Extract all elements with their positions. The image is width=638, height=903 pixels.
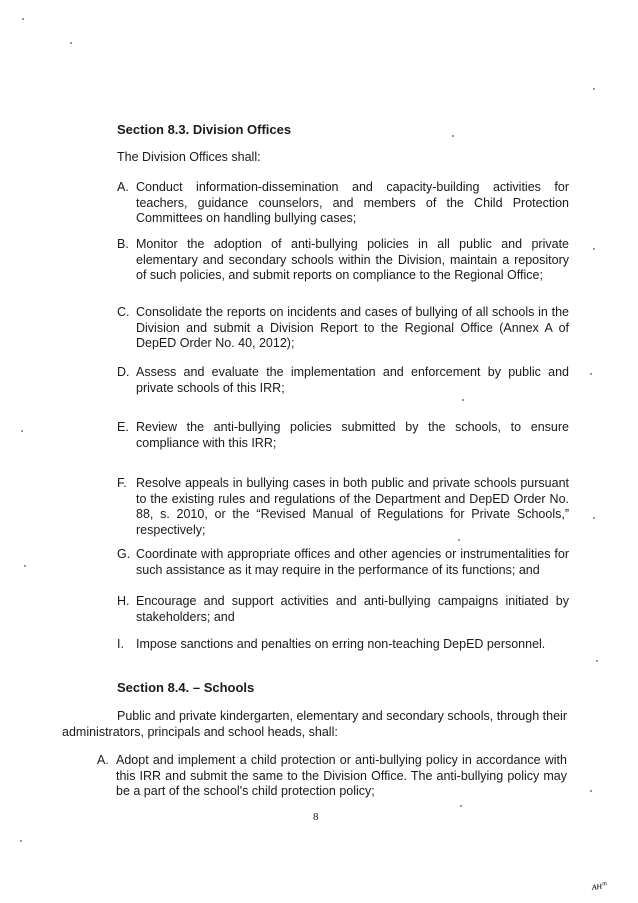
scan-speck [24,565,26,567]
list-item-letter: B. [117,237,129,251]
scan-speck [21,430,23,432]
list-item-text: Assess and evaluate the implementation and enforcement by public and private schools of this IRR; [136,365,569,395]
scan-speck [590,790,592,792]
list-item-b [117,237,569,284]
list-item-f [117,476,569,538]
list-item-a [117,180,569,227]
list-item-letter: C. [117,305,130,319]
list-item-c [117,305,569,352]
list-item-letter: E. [117,420,129,434]
scan-speck [462,399,464,401]
list-item-schools-a [97,753,567,800]
list-item-letter: A. [117,180,129,194]
scan-speck [20,840,22,842]
scan-speck [593,517,595,519]
list-item-text: Adopt and implement a child protection or anti-bullying policy in accordance with this IRR and submit the same to the Division Office. The anti-bullying policy may be a part of the school's child protection policy; [116,753,567,798]
scan-speck [460,805,462,807]
list-item-i [117,637,569,653]
list-item-text: Monitor the adoption of anti-bullying policies in all public and private elementary and secondary schools within the Division, maintain a repository of such policies, and submit reports on compliance to the Regional Office; [136,237,569,282]
list-item-text: Review the anti-bullying policies submitted by the schools, to ensure compliance with this IRR; [136,420,569,450]
handwritten-initials: ᴀʜᵐ [591,879,608,893]
list-item-e [117,420,569,451]
list-item-letter: G. [117,547,131,561]
list-item-letter: I. [117,637,124,651]
list-item-text: Coordinate with appropriate offices and other agencies or instrumentalities for such assistance as it may require in the performance of its functions; and [136,547,569,577]
list-item-letter: H. [117,594,130,608]
list-item-text: Conduct information-dissemination and capacity-building activities for teachers, guidance counselors, and members of the Child Protection Committees on handling bullying cases; [136,180,569,225]
page-number: 8 [313,811,319,823]
scan-speck [590,373,592,375]
scan-speck [593,88,595,90]
list-item-text: Consolidate the reports on incidents and cases of bullying of all schools in the Division and submit a Division Report to the Regional Office (Annex A of DepED Order No. 40, 2012); [136,305,569,350]
list-item-h [117,594,569,625]
scan-speck [458,539,460,541]
list-item-text: Impose sanctions and penalties on erring non-teaching DepED personnel. [136,637,546,651]
scan-speck [70,42,72,44]
section-8-4-heading: Section 8.4. – Schools [117,680,255,695]
section-8-4-intro: Public and private kindergarten, elementary and secondary schools, through their administrators, principals and school heads, shall: [62,709,567,739]
list-item-letter: F. [117,476,127,490]
list-item-letter: A. [97,753,109,767]
scan-speck [596,660,598,662]
list-item-d [117,365,569,396]
section-8-3-intro: The Division Offices shall: [117,150,261,164]
scan-speck [22,18,24,20]
scan-speck [593,248,595,250]
list-item-g [117,547,569,578]
list-item-text: Encourage and support activities and anti-bullying campaigns initiated by stakeholders; and [136,594,569,624]
list-item-letter: D. [117,365,130,379]
scan-speck [452,135,454,137]
section-8-3-heading: Section 8.3. Division Offices [117,122,292,137]
list-item-text: Resolve appeals in bullying cases in both public and private schools pursuant to the existing rules and regulations of the Department and DepED Order No. 88, s. 2010, or the “Revised Manual of Regulations for Private Schools,” respectively; [136,476,569,537]
